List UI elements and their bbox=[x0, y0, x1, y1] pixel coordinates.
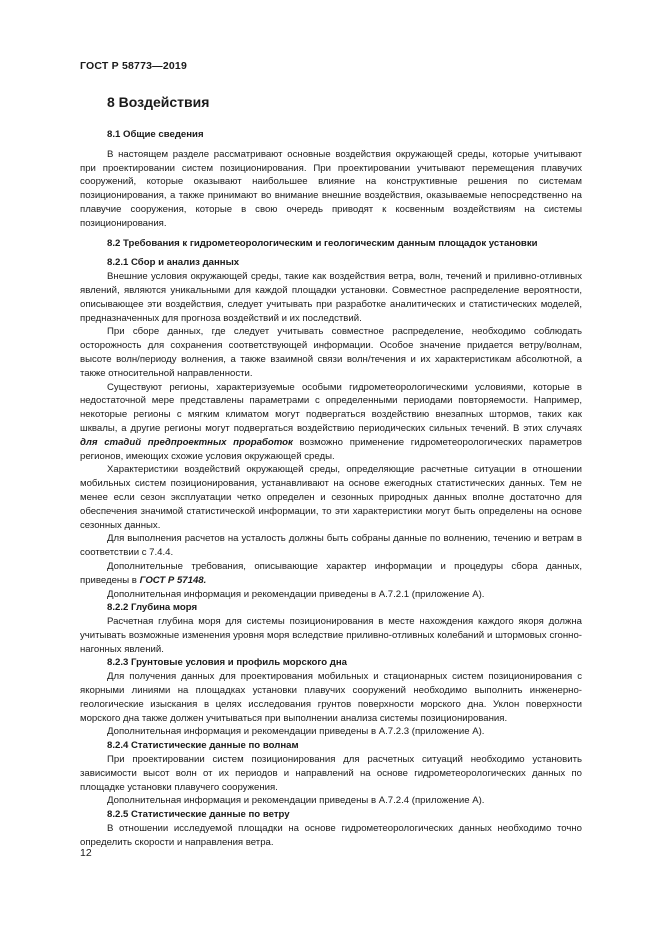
subsection-heading-8-1: 8.1 Общие сведения bbox=[107, 129, 204, 140]
paragraph: В настоящем разделе рассматривают основные воздействия окружающей среды, которые учитывают при проектировании систем позиционирования. При проектировании учитывают перемещения плавучих сооружений, которые оказывают наибольшее влияние на конструктивные решения по системам позиционирования, а также принимают во внимание внешние воздействия, оказываемые непосредственно на плавучие сооружения, которые в свою очередь приводят к косвенным воздействиям на системы позиционирования. bbox=[80, 148, 582, 229]
clause-heading-8-2-4: 8.2.4 Статистические данные по волнам bbox=[107, 740, 299, 752]
text-run: Дополнительные требования, описывающие характер информации и процедуры сбора данных, приведены в bbox=[80, 560, 582, 586]
paragraph bbox=[80, 381, 582, 464]
paragraph: Расчетная глубина моря для системы позиционирования в месте нахождения каждого якоря должна учитывать возможные изменения уровня моря вследствие приливно-отливных колебаний и штормовых сгонно-нагонных явлений. bbox=[80, 616, 582, 655]
paragraph: В отношении исследуемой площадки на основе гидрометеорологических данных необходимо точно определить скорости и направления ветра. bbox=[80, 823, 582, 848]
text-run: возможно применение гидрометеорологических параметров регионов, имеющих схожие условия окружающей среды. bbox=[80, 436, 582, 462]
paragraph: При проектировании систем позиционирования для расчетных ситуаций необходимо установить зависимости высот волн от их периодов и направлений на основе гидрометеорологических данных по площадке установки плавучего сооружения. bbox=[80, 754, 582, 793]
section-title: 8 Воздействия bbox=[107, 94, 210, 110]
paragraph: При сборе данных, где следует учитывать совместное распределение, необходимо соблюдать осторожность для сохранения соответствующей информации. Особое значение придается ветру/волнам, высоте волн/периоду волнения, а также взаимной связи волн/течения и их характеристикам абсолютной, а также относительной направленности. bbox=[80, 326, 582, 379]
text-run: Существуют регионы, характеризуемые особыми гидрометеорологическими условиями, которые в недостаточной мере представлены параметрами с определенными периодами повторяемости. Например, некоторые регионы с мягким климатом могут подвергаться воздействию внезапных штормов, таких как шквалы, а другие регионы могут подвергаться воздействию периодических сильных течений. В этих случаях bbox=[80, 381, 582, 434]
paragraph: Дополнительная информация и рекомендации приведены в А.7.2.3 (приложение А). bbox=[107, 726, 485, 738]
standard-code: ГОСТ Р 58773—2019 bbox=[80, 60, 188, 72]
clause-heading-8-2-2: 8.2.2 Глубина моря bbox=[107, 602, 198, 614]
paragraph: Для получения данных для проектирования мобильных и стационарных систем позиционирования с якорными линиями на площадках установки плавучих сооружений необходимо выполнить инженерно-геологические изыскания в целях исследования грунтов поверхности морского дна. Уклон поверхности морского дна также должен учитываться при выполнении анализа системы позиционирования. bbox=[80, 671, 582, 724]
paragraph: Внешние условия окружающей среды, такие как воздействия ветра, волн, течений и приливно-отливных явлений, являются уникальными для каждой площадки установки. Совместное распределение вероятности, описывающее эти воздействия, следует учитывать при разработке аналитических и статистических моделей, предназначенных для прогноза воздействий и их последствий. bbox=[80, 271, 582, 324]
paragraph: Дополнительная информация и рекомендации приведены в А.7.2.4 (приложение А). bbox=[107, 795, 485, 807]
clause-heading-8-2-3: 8.2.3 Грунтовые условия и профиль морского дна bbox=[107, 657, 347, 669]
page-number: 12 bbox=[80, 847, 92, 859]
paragraph: Характеристики воздействий окружающей среды, определяющие расчетные ситуации в отношении мобильных систем позиционирования, устанавливают на основе ежегодных статистических данных. Тем не менее если сезон эксплуатации четко определен и сезонных природных данных вполне достаточно для обеспечения значимой статистической информации, то эти характеристики могут быть определены на основе сезонных данных. bbox=[80, 464, 582, 531]
paragraph bbox=[80, 560, 582, 588]
standard-reference: ГОСТ Р 57148. bbox=[139, 574, 207, 586]
subsection-heading-8-2: 8.2 Требования к гидрометеорологическим и геологическим данным площадок установки bbox=[107, 237, 538, 249]
clause-heading-8-2-1: 8.2.1 Сбор и анализ данных bbox=[107, 257, 240, 269]
paragraph: Дополнительная информация и рекомендации приведены в А.7.2.1 (приложение А). bbox=[107, 588, 485, 600]
page-content bbox=[80, 128, 582, 850]
clause-heading-8-2-5: 8.2.5 Статистические данные по ветру bbox=[107, 809, 290, 821]
emphasis-text: для стадий предпроектных проработок bbox=[80, 436, 293, 448]
paragraph: Для выполнения расчетов на усталость должны быть собраны данные по волнению, течению и ветрам в соответствии с 7.4.4. bbox=[80, 533, 582, 559]
